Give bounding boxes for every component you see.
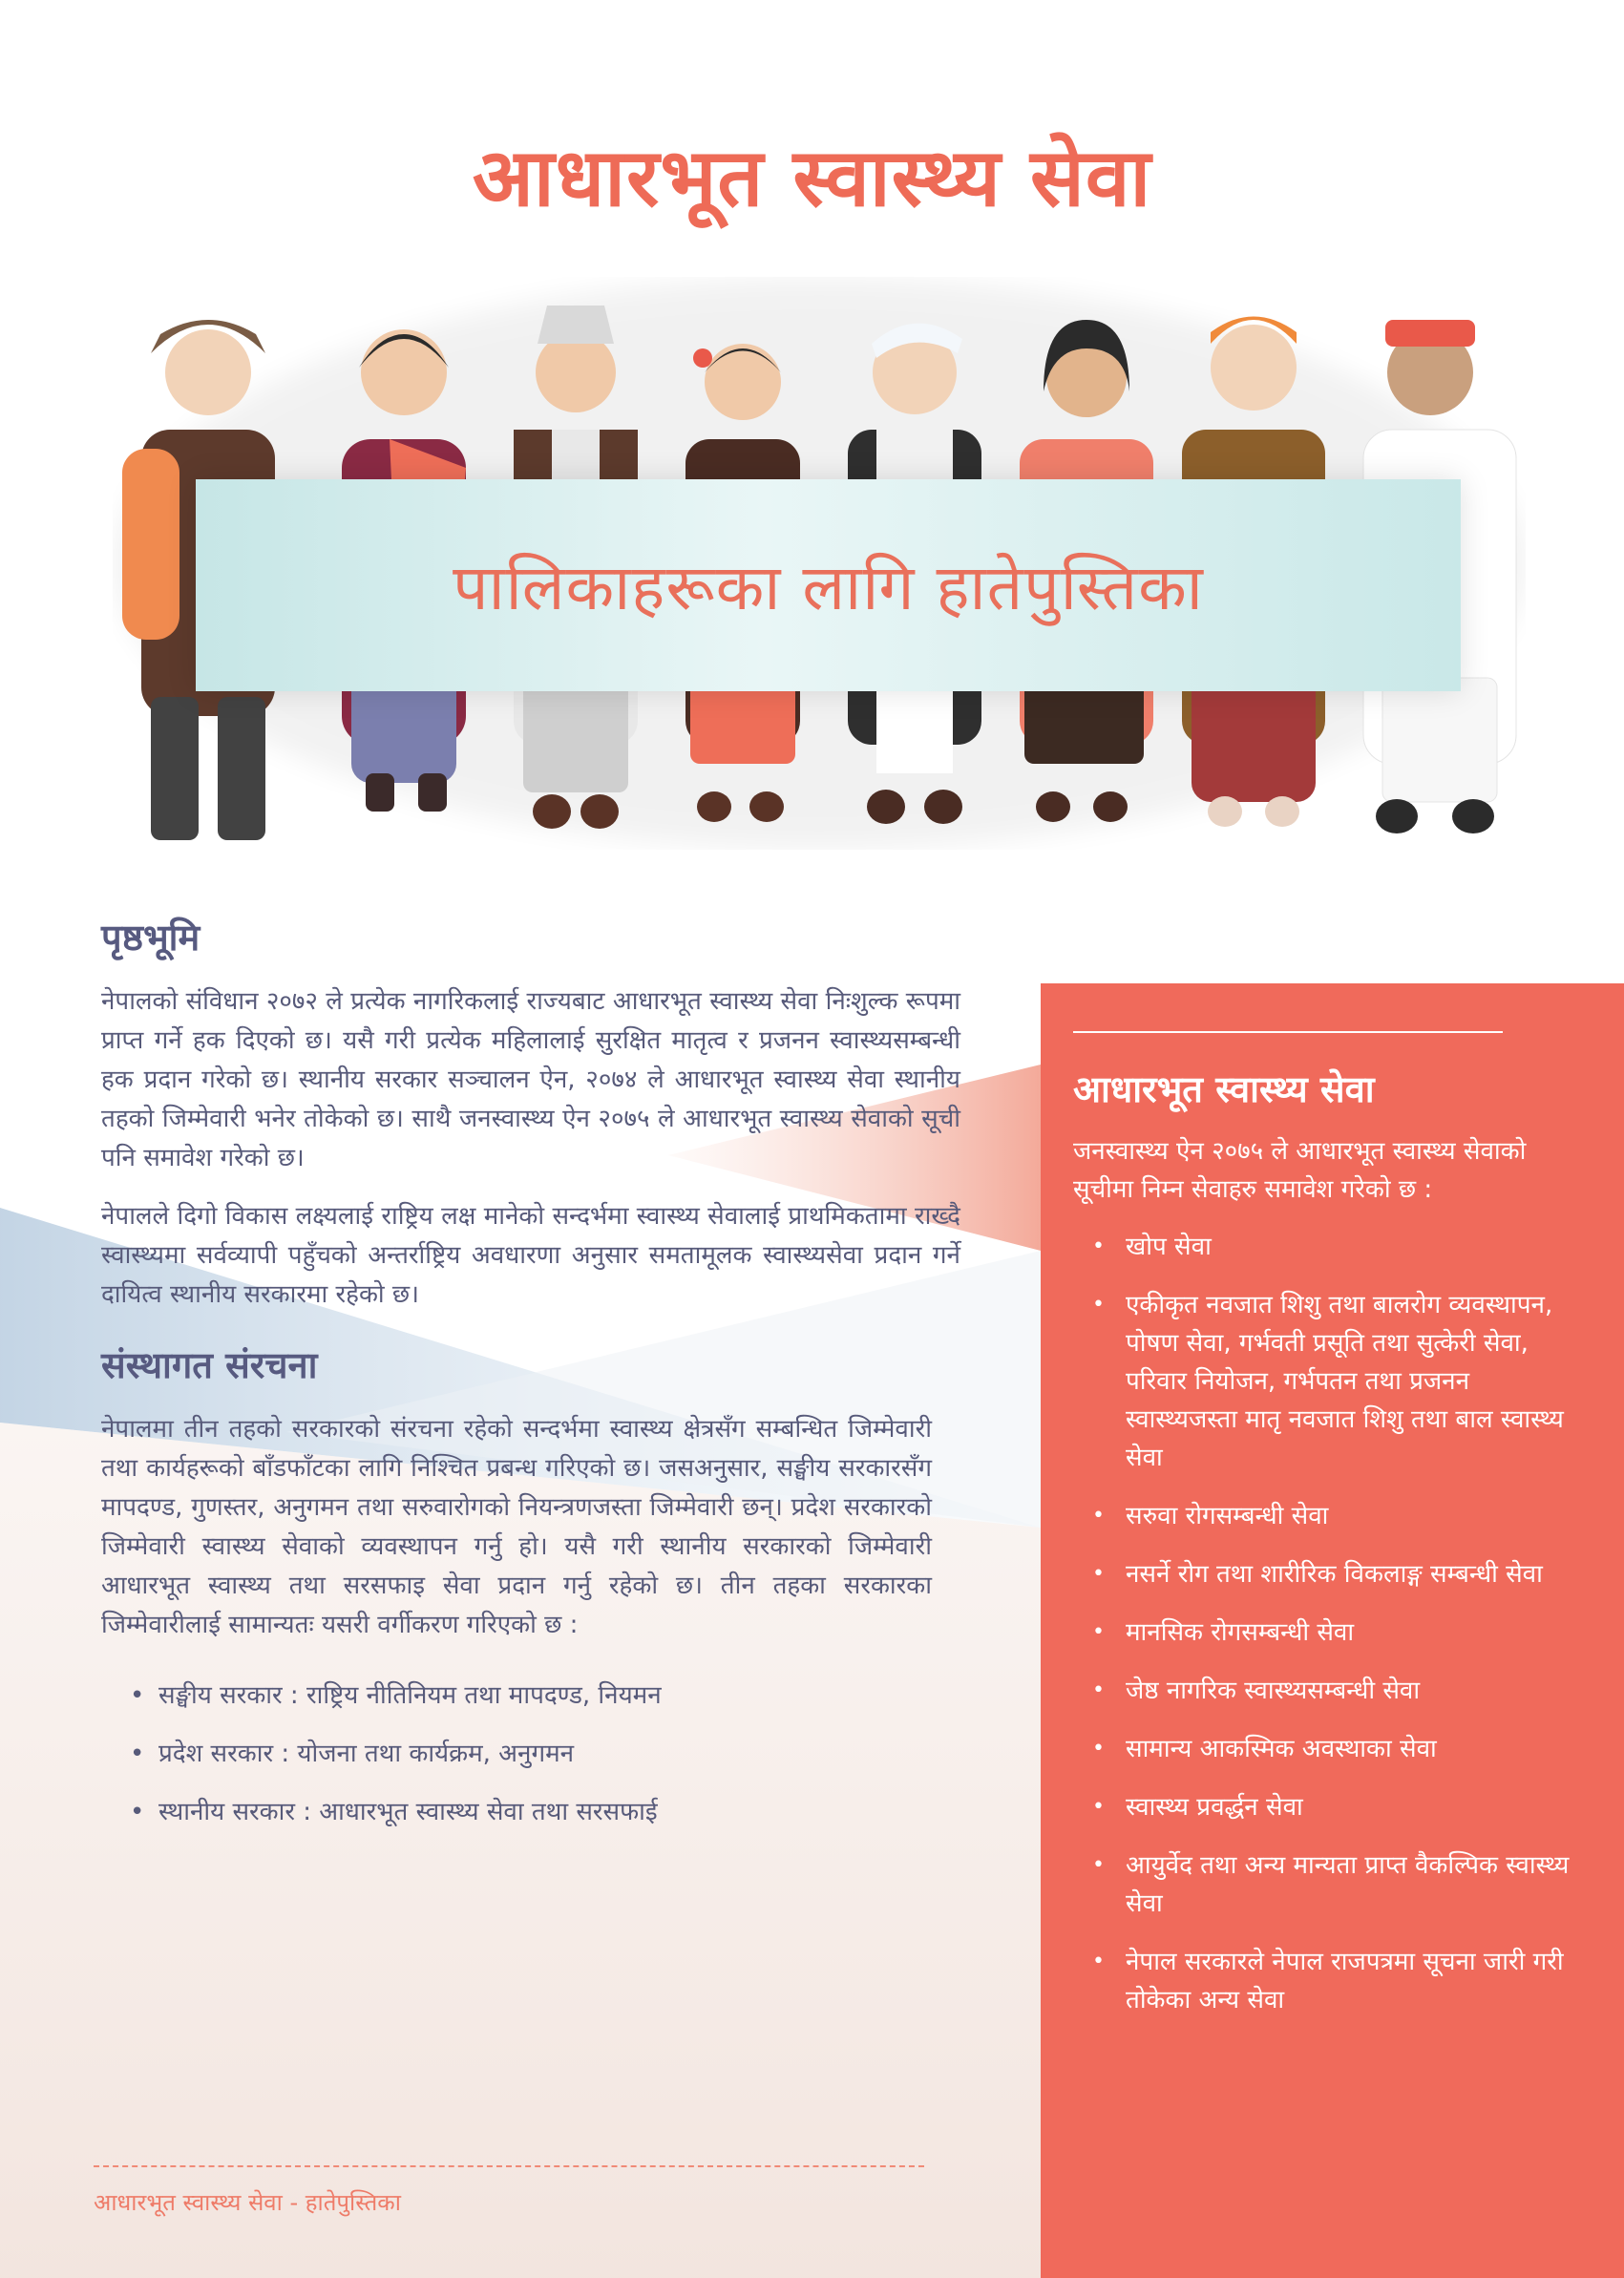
list-item: • सामान्य आकस्मिक अवस्थाका सेवा <box>1092 1730 1589 1768</box>
panel-divider <box>1073 1031 1503 1033</box>
services-panel <box>1041 983 1624 2278</box>
structure-heading: संस्थागत संरचना <box>101 1344 318 1386</box>
footer-text: आधारभूत स्वास्थ्य सेवा - हातेपुस्तिका <box>94 2189 401 2216</box>
services-list <box>1073 1228 1595 2019</box>
list-item: • स्वास्थ्य प्रवर्द्धन सेवा <box>1092 1788 1589 1826</box>
list-item: • स्थानीय सरकार : आधारभूत स्वास्थ्य सेवा तथा सरसफाई <box>130 1796 960 1828</box>
list-item: • जेष्ठ नागरिक स्वास्थ्यसम्बन्धी सेवा <box>1092 1672 1589 1710</box>
list-item: • नसर्ने रोग तथा शारीरिक विकलाङ्ग सम्बन्धी सेवा <box>1092 1555 1589 1593</box>
banner <box>196 479 1461 691</box>
list-item: • प्रदेश सरकार : योजना तथा कार्यक्रम, अनुगमन <box>130 1738 960 1770</box>
list-item: • खोप सेवा <box>1092 1228 1589 1266</box>
list-item: • सङ्घीय सरकार : राष्ट्रिय नीतिनियम तथा मापदण्ड, नियमन <box>130 1679 960 1712</box>
structure-paragraph: नेपालमा तीन तहको सरकारको संरचना रहेको सन्दर्भमा स्वास्थ्य क्षेत्रसँग सम्बन्धित जिम्मेवारी तथा कार्यहरूको बाँडफाँटका लागि निश्चित प्रबन्ध गरिएको छ। जसअनुसार, सङ्घीय सरकारसँग मापदण्ड, गुणस्तर, अनुगमन तथा सरुवारोगको नियन्त्रणजस्ता जिम्मेवारी छन्। प्रदेश सरकारको जिम्मेवारी स्वास्थ्य सेवाको व्यवस्थापन गर्नु हो। यसै गरी स्थानीय सरकारको जिम्मेवारी आधारभूत स्वास्थ्य तथा सरसफाइ सेवा प्रदान गर्नु रहेको छ। तीन तहका सरकारका जिम्मेवारीलाई सामान्यतः यसरी वर्गीकरण गरिएको छ : <box>101 1415 932 1639</box>
list-item: • एकीकृत नवजात शिशु तथा बालरोग व्यवस्थापन, पोषण सेवा, गर्भवती प्रसूति तथा सुत्केरी सेवा, परिवार नियोजन, गर्भपतन तथा प्रजनन स्वास्थ्यजस्ता मातृ नवजात शिशु तथा बाल स्वास्थ्य सेवा <box>1092 1286 1589 1477</box>
list-item: • सरुवा रोगसम्बन्धी सेवा <box>1092 1497 1589 1535</box>
main-title: आधारभूत स्वास्थ्य सेवा <box>472 131 1152 224</box>
background-paragraph-1: नेपालको संविधान २०७२ ले प्रत्येक नागरिकलाई राज्यबाट आधारभूत स्वास्थ्य सेवा निःशुल्क रूपमा प्राप्त गर्ने हक दिएको छ। यसै गरी प्रत्येक महिलालाई सुरक्षित मातृत्व र प्रजनन स्वास्थ्यसम्बन्धी हक प्रदान गरेको छ। स्थानीय सरकार सञ्चालन ऐन, २०७४ ले आधारभूत स्वास्थ्य सेवा स्थानीय तहको जिम्मेवारी भनेर तोकेको छ। साथै जनस्वास्थ्य ऐन २०७५ ले आधारभूत स्वास्थ्य सेवाको सूची पनि समावेश गरेको छ। <box>101 987 960 1172</box>
background-paragraph-2: नेपालले दिगो विकास लक्ष्यलाई राष्ट्रिय लक्ष मानेको सन्दर्भमा स्वास्थ्य सेवालाई प्राथमिकतामा राख्दै स्वास्थ्यमा सर्वव्यापी पहुँचको अन्तर्राष्ट्रिय अवधारणा अनुसार समतामूलक स्वास्थ्यसेवा प्रदान गर्ने दायित्व स्थानीय सरकारमा रहेको छ। <box>101 1202 960 1309</box>
government-levels-list <box>101 1679 960 1828</box>
list-item: • नेपाल सरकारले नेपाल राजपत्रमा सूचना जारी गरी तोकेका अन्य सेवा <box>1092 1943 1589 2019</box>
banner-text: पालिकाहरूका लागि हातेपुस्तिका <box>453 551 1204 624</box>
list-item: • मानसिक रोगसम्बन्धी सेवा <box>1092 1614 1589 1652</box>
background-heading: पृष्ठभूमि <box>101 917 200 959</box>
panel-heading: आधारभूत स्वास्थ्य सेवा <box>1073 1068 1375 1110</box>
panel-intro: जनस्वास्थ्य ऐन २०७५ ले आधारभूत स्वास्थ्य सेवाको सूचीमा निम्न सेवाहरु समावेश गरेको छ : <box>1073 1137 1527 1204</box>
left-column <box>101 912 960 1854</box>
list-item: • आयुर्वेद तथा अन्य मान्यता प्राप्त वैकल्पिक स्वास्थ्य सेवा <box>1092 1846 1589 1923</box>
footer-divider <box>94 2165 924 2167</box>
